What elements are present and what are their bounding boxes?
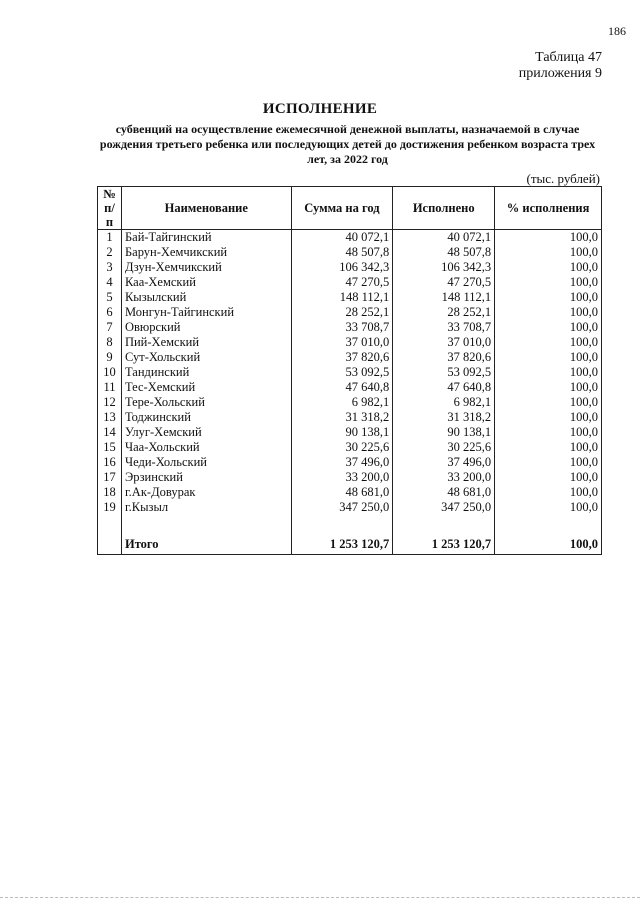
row-pct: 100,0 bbox=[495, 260, 602, 275]
row-pct: 100,0 bbox=[495, 455, 602, 470]
row-name: Бай-Тайгинский bbox=[121, 230, 291, 246]
row-name: Эрзинский bbox=[121, 470, 291, 485]
row-plan: 53 092,5 bbox=[291, 365, 393, 380]
row-pct: 100,0 bbox=[495, 320, 602, 335]
row-num: 8 bbox=[98, 335, 122, 350]
row-pct: 100,0 bbox=[495, 275, 602, 290]
row-exec: 53 092,5 bbox=[393, 365, 495, 380]
table-row bbox=[98, 230, 602, 246]
row-exec: 33 200,0 bbox=[393, 470, 495, 485]
row-exec: 30 225,6 bbox=[393, 440, 495, 455]
row-exec: 6 982,1 bbox=[393, 395, 495, 410]
header-exec: Исполнено bbox=[393, 187, 495, 230]
row-plan: 28 252,1 bbox=[291, 305, 393, 320]
total-exec: 1 253 120,7 bbox=[393, 532, 495, 555]
row-plan: 48 681,0 bbox=[291, 485, 393, 500]
table-ref-line1: Таблица 47 bbox=[535, 50, 602, 65]
row-pct: 100,0 bbox=[495, 425, 602, 440]
header-pct: % исполнения bbox=[495, 187, 602, 230]
table-row bbox=[98, 425, 602, 440]
row-name: Чеди-Хольский bbox=[121, 455, 291, 470]
table-row bbox=[98, 275, 602, 290]
row-exec: 33 708,7 bbox=[393, 320, 495, 335]
row-num: 6 bbox=[98, 305, 122, 320]
row-exec: 48 681,0 bbox=[393, 485, 495, 500]
row-pct: 100,0 bbox=[495, 290, 602, 305]
row-num: 9 bbox=[98, 350, 122, 365]
row-exec: 148 112,1 bbox=[393, 290, 495, 305]
row-plan: 31 318,2 bbox=[291, 410, 393, 425]
table-row bbox=[98, 395, 602, 410]
row-num: 7 bbox=[98, 320, 122, 335]
row-name: Тоджинский bbox=[121, 410, 291, 425]
table-row bbox=[98, 485, 602, 500]
row-pct: 100,0 bbox=[495, 350, 602, 365]
row-name: Тес-Хемский bbox=[121, 380, 291, 395]
row-name: Каа-Хемский bbox=[121, 275, 291, 290]
table-row bbox=[98, 335, 602, 350]
row-plan: 47 640,8 bbox=[291, 380, 393, 395]
row-name: Чаа-Хольский bbox=[121, 440, 291, 455]
row-name: Тандинский bbox=[121, 365, 291, 380]
units-note: (тыс. рублей) bbox=[526, 171, 600, 186]
row-pct: 100,0 bbox=[495, 365, 602, 380]
row-num: 4 bbox=[98, 275, 122, 290]
table-body bbox=[98, 230, 602, 555]
row-plan: 33 708,7 bbox=[291, 320, 393, 335]
row-exec: 347 250,0 bbox=[393, 500, 495, 515]
table-row bbox=[98, 245, 602, 260]
row-num: 16 bbox=[98, 455, 122, 470]
row-plan: 6 982,1 bbox=[291, 395, 393, 410]
row-plan: 33 200,0 bbox=[291, 470, 393, 485]
row-pct: 100,0 bbox=[495, 380, 602, 395]
row-pct: 100,0 bbox=[495, 335, 602, 350]
row-pct: 100,0 bbox=[495, 230, 602, 246]
row-num: 19 bbox=[98, 500, 122, 515]
total-num bbox=[98, 532, 122, 555]
header-num: № п/п bbox=[98, 187, 122, 230]
row-plan: 90 138,1 bbox=[291, 425, 393, 440]
total-plan: 1 253 120,7 bbox=[291, 532, 393, 555]
row-plan: 347 250,0 bbox=[291, 500, 393, 515]
row-pct: 100,0 bbox=[495, 500, 602, 515]
table-row bbox=[98, 455, 602, 470]
row-pct: 100,0 bbox=[495, 440, 602, 455]
row-pct: 100,0 bbox=[495, 245, 602, 260]
row-num: 17 bbox=[98, 470, 122, 485]
row-name: Овюрский bbox=[121, 320, 291, 335]
row-exec: 40 072,1 bbox=[393, 230, 495, 246]
table-reference bbox=[519, 50, 602, 82]
execution-table bbox=[97, 186, 602, 555]
header-plan: Сумма на год bbox=[291, 187, 393, 230]
row-plan: 40 072,1 bbox=[291, 230, 393, 246]
total-pct: 100,0 bbox=[495, 532, 602, 555]
table-row bbox=[98, 470, 602, 485]
row-plan: 106 342,3 bbox=[291, 260, 393, 275]
row-exec: 90 138,1 bbox=[393, 425, 495, 440]
row-exec: 37 820,6 bbox=[393, 350, 495, 365]
row-name: Улуг-Хемский bbox=[121, 425, 291, 440]
row-exec: 47 640,8 bbox=[393, 380, 495, 395]
row-num: 10 bbox=[98, 365, 122, 380]
row-num: 15 bbox=[98, 440, 122, 455]
row-exec: 106 342,3 bbox=[393, 260, 495, 275]
table-header-row bbox=[98, 187, 602, 230]
row-exec: 47 270,5 bbox=[393, 275, 495, 290]
document-title: ИСПОЛНЕНИЕ bbox=[262, 101, 378, 117]
row-num: 11 bbox=[98, 380, 122, 395]
row-name: г.Кызыл bbox=[121, 500, 291, 515]
page-bottom-rule bbox=[0, 897, 640, 898]
row-num: 3 bbox=[98, 260, 122, 275]
row-plan: 47 270,5 bbox=[291, 275, 393, 290]
header-name: Наименование bbox=[121, 187, 291, 230]
row-pct: 100,0 bbox=[495, 395, 602, 410]
row-pct: 100,0 bbox=[495, 470, 602, 485]
total-label: Итого bbox=[121, 532, 291, 555]
table-row bbox=[98, 350, 602, 365]
row-pct: 100,0 bbox=[495, 410, 602, 425]
table-row bbox=[98, 290, 602, 305]
table-row bbox=[98, 500, 602, 515]
table-row bbox=[98, 365, 602, 380]
row-name: Кызылский bbox=[121, 290, 291, 305]
row-plan: 37 010,0 bbox=[291, 335, 393, 350]
row-plan: 48 507,8 bbox=[291, 245, 393, 260]
row-exec: 37 496,0 bbox=[393, 455, 495, 470]
table-row bbox=[98, 440, 602, 455]
row-name: г.Ак-Довурак bbox=[121, 485, 291, 500]
row-exec: 48 507,8 bbox=[393, 245, 495, 260]
total-row bbox=[98, 532, 602, 555]
row-num: 5 bbox=[98, 290, 122, 305]
table-ref-line2: приложения 9 bbox=[518, 66, 602, 81]
row-name: Дзун-Хемчикский bbox=[121, 260, 291, 275]
row-plan: 37 820,6 bbox=[291, 350, 393, 365]
document-subtitle: субвенций на осуществление ежемесячной денежной выплаты, назначаемой в случае рождения третьего ребенка или последующих детей до достижения ребенком возраста трех лет, за 2022 год bbox=[99, 122, 596, 166]
row-plan: 30 225,6 bbox=[291, 440, 393, 455]
row-num: 2 bbox=[98, 245, 122, 260]
row-pct: 100,0 bbox=[495, 485, 602, 500]
spacer-row bbox=[98, 515, 602, 532]
table-row bbox=[98, 305, 602, 320]
table-row bbox=[98, 410, 602, 425]
row-name: Барун-Хемчикский bbox=[121, 245, 291, 260]
row-name: Пий-Хемский bbox=[121, 335, 291, 350]
table-row bbox=[98, 380, 602, 395]
row-num: 18 bbox=[98, 485, 122, 500]
row-num: 12 bbox=[98, 395, 122, 410]
row-exec: 37 010,0 bbox=[393, 335, 495, 350]
row-name: Тере-Хольский bbox=[121, 395, 291, 410]
table-row bbox=[98, 260, 602, 275]
row-num: 13 bbox=[98, 410, 122, 425]
row-exec: 28 252,1 bbox=[393, 305, 495, 320]
page-number: 186 bbox=[608, 24, 626, 38]
table-row bbox=[98, 320, 602, 335]
row-num: 14 bbox=[98, 425, 122, 440]
row-plan: 37 496,0 bbox=[291, 455, 393, 470]
row-name: Монгун-Тайгинский bbox=[121, 305, 291, 320]
row-name: Сут-Хольский bbox=[121, 350, 291, 365]
row-pct: 100,0 bbox=[495, 305, 602, 320]
row-num: 1 bbox=[98, 230, 122, 246]
row-exec: 31 318,2 bbox=[393, 410, 495, 425]
row-plan: 148 112,1 bbox=[291, 290, 393, 305]
